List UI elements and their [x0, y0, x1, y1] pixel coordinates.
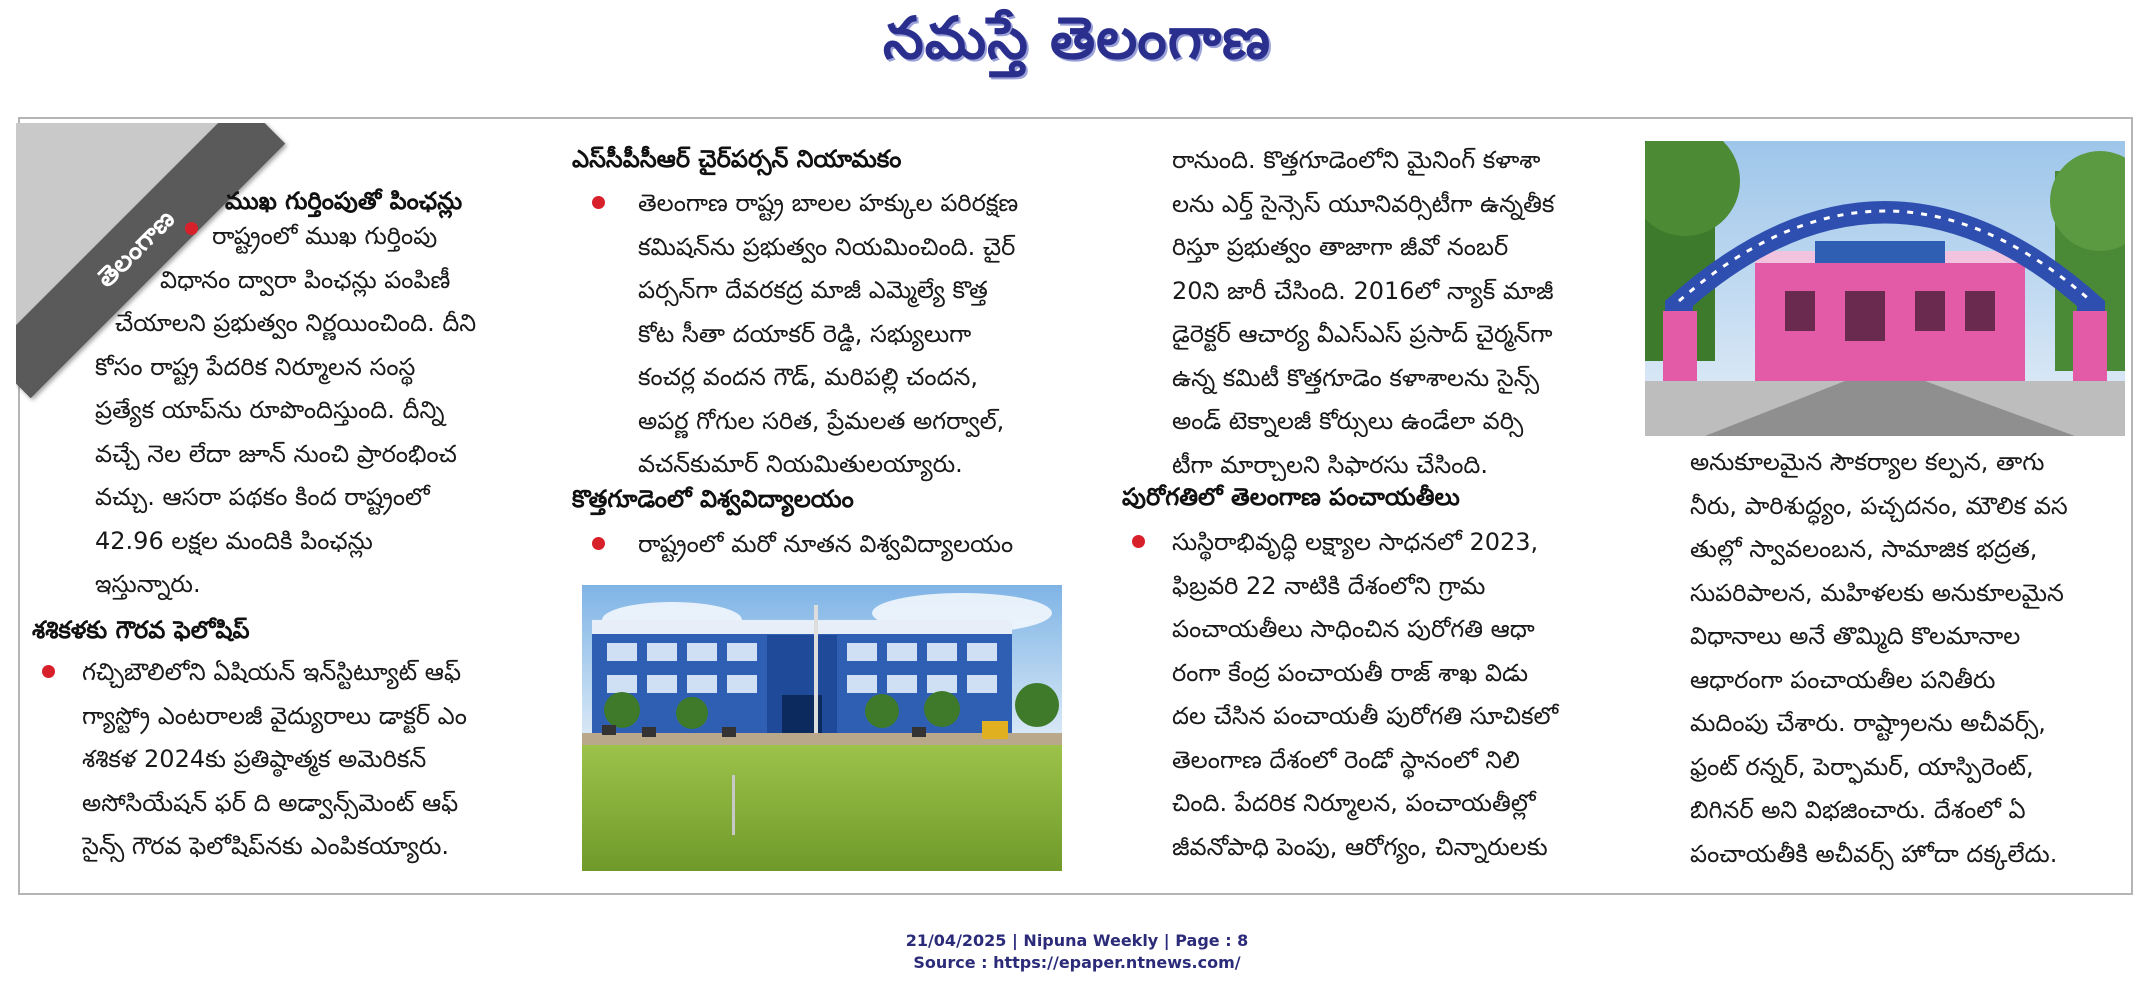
- university-building-image: [582, 585, 1062, 871]
- text-line: టీగా మార్చాలని సిఫారసు చేసింది.: [1172, 450, 1488, 479]
- text-line: ఫ్రంట్ రన్నర్, పెర్ఫామర్, యాస్పిరెంట్,: [1690, 752, 2034, 781]
- text-line: ఫిబ్రవరి 22 నాటికి దేశంలోని గ్రామ: [1172, 571, 1486, 600]
- text-line: వచ్చే నెల లేదా జూన్ నుంచి ప్రారంభించ: [95, 439, 457, 468]
- masthead: నమస్తే తెలంగాణ: [883, 4, 1271, 72]
- footer-source-line: Source : https://epaper.ntnews.com/: [913, 953, 1241, 972]
- bullet-icon: [1132, 535, 1145, 548]
- text-line: పర్సన్‌గా దేవరకద్ర మాజీ ఎమ్మెల్యే కొత్త: [638, 276, 988, 304]
- text-line: 20ని జారీ చేసింది. 2016లో న్యాక్ మాజీ: [1172, 276, 1554, 305]
- text-line: జీవనోపాధి పెంపు, ఆరోగ్యం, చిన్నారులకు: [1172, 832, 1548, 861]
- text-line: పంచాయతీకి అచీవర్స్ హోదా దక్కలేదు.: [1690, 839, 2058, 868]
- fellowship-text: [82, 651, 522, 869]
- text-line: మదింపు చేశారు. రాష్ట్రాలను అచీవర్స్,: [1690, 709, 2046, 737]
- panchayat-heading: పురోగతిలో తెలంగాణ పంచాయతీలు: [1122, 483, 1460, 511]
- bullet-icon: [42, 665, 55, 678]
- text-line: కమిషన్‌ను ప్రభుత్వం నియమించింది. చైర్: [638, 232, 1016, 261]
- text-line: సైన్స్ గౌరవ ఫెలోషిప్‌నకు ఎంపికయ్యారు.: [82, 832, 450, 860]
- panchayat-text: [1172, 521, 1612, 869]
- scpcr-text: [638, 182, 1068, 487]
- bullet-icon: [592, 537, 605, 550]
- text-line: వచ్చు. ఆసరా పథకం కింద రాష్ట్రంలో: [95, 483, 430, 511]
- text-line: రాష్ట్రంలో మరో నూతన విశ్వవిద్యాలయం: [638, 530, 1014, 558]
- text-line: కోట సీతా దయాకర్ రెడ్డి, సభ్యులుగా: [638, 319, 972, 348]
- text-line: విధానాలు అనే తొమ్మిది కొలమానాల: [1690, 622, 2021, 650]
- text-line: రానుంది. కొత్తగూడెంలోని మైనింగ్ కళాశా: [1172, 146, 1541, 174]
- text-line: రాష్ట్రంలో ముఖ గుర్తింపు: [212, 222, 438, 250]
- ribbon-label: తెలంగాణ: [16, 123, 285, 398]
- text-line: ఉన్న కమిటీ కొత్తగూడెం కళాశాలను సైన్స్: [1172, 363, 1540, 392]
- text-line: ఆధారంగా పంచాయతీల పనితీరు: [1690, 665, 1996, 694]
- university-photo: [582, 585, 1062, 871]
- text-line: పంచాయతీలు సాధించిన పురోగతి ఆధా: [1172, 615, 1535, 643]
- text-line: తెలంగాణ దేశంలో రెండో స్థానంలో నిలి: [1172, 745, 1520, 774]
- university-continued-text: [1172, 139, 1612, 487]
- text-line: దల చేసిన పంచాయతీ పురోగతి సూచికలో: [1172, 702, 1559, 730]
- panchayat-office-photo: [1645, 141, 2125, 436]
- fellowship-heading: శశికళకు గౌరవ ఫెలోషిప్: [32, 616, 250, 644]
- scpcr-heading: ఎస్‌సీపీసీఆర్ చైర్‌పర్సన్ నియామకం: [572, 145, 902, 173]
- footer-date-line: 21/04/2025 | Nipuna Weekly | Page : 8: [905, 931, 1249, 950]
- pension-text: [20, 215, 520, 607]
- text-line: అనుకూలమైన సౌకర్యాల కల్పన, తాగు: [1690, 448, 2045, 476]
- text-line: శశికళ 2024కు ప్రతిష్ఠాత్మక అమెరికన్: [82, 745, 427, 773]
- pension-heading: ముఖ గుర్తింపుతో పింఛన్లు: [225, 187, 463, 215]
- text-line: 42.96 లక్షల మందికి పింఛన్లు: [95, 526, 373, 555]
- panchayat-building-image: [1645, 141, 2125, 436]
- text-line: వచన్‌కుమార్ నియమితులయ్యారు.: [638, 450, 963, 478]
- university-text: [638, 523, 1078, 567]
- text-line: అపర్ణ గోగుల సరిత, ప్రేమలత అగర్వాల్,: [638, 406, 1005, 435]
- text-line: గ్యాస్ట్రో ఎంటరాలజీ వైద్యురాలు డాక్టర్ ఎం: [82, 701, 467, 730]
- university-heading: కొత్తగూడెంలో విశ్వవిద్యాలయం: [572, 485, 854, 513]
- text-line: విధానం ద్వారా పింఛన్లు పంపిణీ: [160, 265, 451, 294]
- text-line: అండ్ టెక్నాలజీ కోర్సులు ఉండేలా వర్సి: [1172, 407, 1524, 435]
- bullet-icon: [592, 196, 605, 209]
- text-line: బిగినర్ అని విభజించారు. దేశంలో ఏ: [1690, 796, 2026, 824]
- text-line: ఇస్తున్నారు.: [95, 570, 201, 598]
- text-line: తుల్లో స్వావలంబన, సామాజిక భద్రత,: [1690, 535, 2038, 563]
- text-line: తెలంగాణ రాష్ట్ర బాలల హక్కుల పరిరక్షణ: [638, 189, 1019, 217]
- text-line: సుపరిపాలన, మహిళలకు అనుకూలమైన: [1690, 578, 2064, 607]
- text-line: డైరెక్టర్ ఆచార్య వీఎస్ఎస్ ప్రసాద్ చైర్మన్‌గా: [1172, 320, 1553, 348]
- panchayat-continued-text: [1690, 441, 2130, 876]
- text-line: కోసం రాష్ట్ర పేదరిక నిర్మూలన సంస్థ: [95, 352, 416, 381]
- text-line: సుస్థిరాభివృద్ధి లక్ష్యాల సాధనలో 2023,: [1172, 528, 1539, 556]
- text-line: చింది. పేదరిక నిర్మూలన, పంచాయతీల్లో: [1172, 789, 1536, 817]
- article-frame: [18, 117, 2133, 895]
- text-line: చేయాలని ప్రభుత్వం నిర్ణయించింది. దీని: [115, 309, 477, 337]
- text-line: రిస్తూ ప్రభుత్వం తాజాగా జీవో నంబర్: [1172, 233, 1509, 261]
- text-line: రంగా కేంద్ర పంచాయతీ రాజ్ శాఖ విడు: [1172, 658, 1529, 687]
- text-line: గచ్చిబౌలిలోని ఏషియన్ ఇన్‌స్టిట్యూట్ ఆఫ్: [82, 658, 462, 686]
- text-line: నీరు, పారిశుద్ధ్యం, పచ్చదనం, మౌలిక వస: [1690, 491, 2068, 520]
- text-line: అసోసియేషన్ ఫర్ ది అడ్వాన్స్‌మెంట్ ఆఫ్: [82, 788, 459, 817]
- text-line: ప్రత్యేక యాప్‌ను రూపొందిస్తుంది. దీన్ని: [95, 396, 445, 424]
- text-line: కంచర్ల వందన గౌడ్, మరిపల్లి చందన,: [638, 363, 978, 391]
- text-line: లను ఎర్త్ సైన్సెస్ యూనివర్సిటీగా ఉన్నతీక: [1172, 189, 1555, 218]
